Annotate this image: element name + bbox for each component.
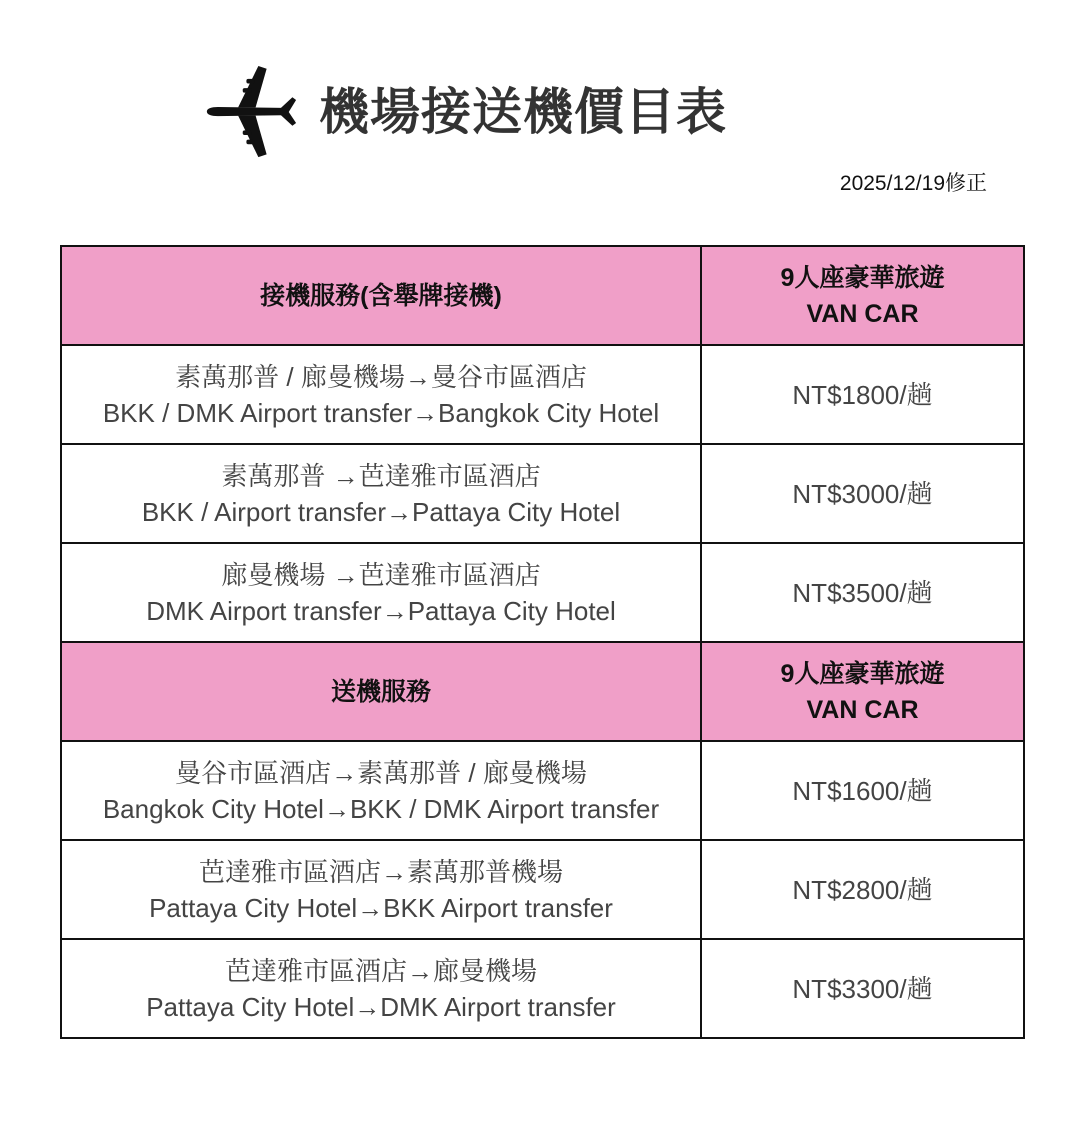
route-english: Bangkok City Hotel→BKK / DMK Airport transfer [102, 793, 660, 824]
revision-date: 2025/12/19修正 [839, 172, 987, 195]
title-row [205, 66, 727, 158]
route-chinese: 芭達雅市區酒店→素萬那普機場 [198, 856, 563, 887]
vehicle-type-label: 9人座豪華旅遊 [780, 263, 945, 292]
price-value: NT$1800/趟 [792, 379, 933, 410]
price-value: NT$3000/趟 [792, 478, 933, 509]
price-table [60, 245, 1025, 1039]
vehicle-name-label: VAN CAR [806, 299, 919, 328]
price-value: NT$3500/趟 [792, 577, 933, 608]
price-cell [701, 840, 1024, 939]
table-row [61, 543, 1024, 642]
vehicle-type-label: 9人座豪華旅遊 [780, 659, 945, 688]
table-row [61, 345, 1024, 444]
route-english: DMK Airport transfer→Pattaya City Hotel [146, 595, 616, 626]
route-chinese: 芭達雅市區酒店→廊曼機場 [224, 955, 537, 986]
route-chinese: 曼谷市區酒店→素萬那普 / 廊曼機場 [175, 757, 587, 788]
pickup-vehicle-header [701, 246, 1024, 345]
price-cell [701, 741, 1024, 840]
route-cell [61, 840, 701, 939]
price-cell [701, 444, 1024, 543]
price-value: NT$3300/趟 [792, 973, 933, 1004]
dropoff-header-row [61, 642, 1024, 741]
page-title: 機場接送機價目表 [319, 84, 727, 140]
price-cell [701, 939, 1024, 1038]
route-english: Pattaya City Hotel→BKK Airport transfer [149, 892, 613, 923]
route-cell [61, 741, 701, 840]
route-english: BKK / DMK Airport transfer→Bangkok City Hotel [102, 397, 660, 428]
table-row [61, 444, 1024, 543]
table-row [61, 840, 1024, 939]
pickup-service-header [61, 246, 701, 345]
airplane-icon [205, 66, 297, 158]
route-cell [61, 543, 701, 642]
vehicle-name-label: VAN CAR [806, 695, 919, 724]
route-chinese: 素萬那普 →芭達雅市區酒店 [221, 460, 541, 491]
route-cell [61, 345, 701, 444]
route-english: BKK / Airport transfer→Pattaya City Hotel [141, 496, 621, 527]
table-row [61, 741, 1024, 840]
route-english: Pattaya City Hotel→DMK Airport transfer [146, 991, 616, 1022]
route-cell [61, 444, 701, 543]
pickup-header-row [61, 246, 1024, 345]
table-row [61, 939, 1024, 1038]
price-value: NT$2800/趟 [792, 874, 933, 905]
price-cell [701, 543, 1024, 642]
route-chinese: 廊曼機場 →芭達雅市區酒店 [221, 559, 541, 590]
dropoff-vehicle-header [701, 642, 1024, 741]
dropoff-service-header [61, 642, 701, 741]
route-cell [61, 939, 701, 1038]
pickup-service-label: 接機服務(含舉牌接機) [260, 281, 502, 310]
dropoff-service-label: 送機服務 [330, 677, 431, 706]
route-chinese: 素萬那普 / 廊曼機場→曼谷市區酒店 [175, 361, 587, 392]
price-cell [701, 345, 1024, 444]
price-value: NT$1600/趟 [792, 775, 933, 806]
